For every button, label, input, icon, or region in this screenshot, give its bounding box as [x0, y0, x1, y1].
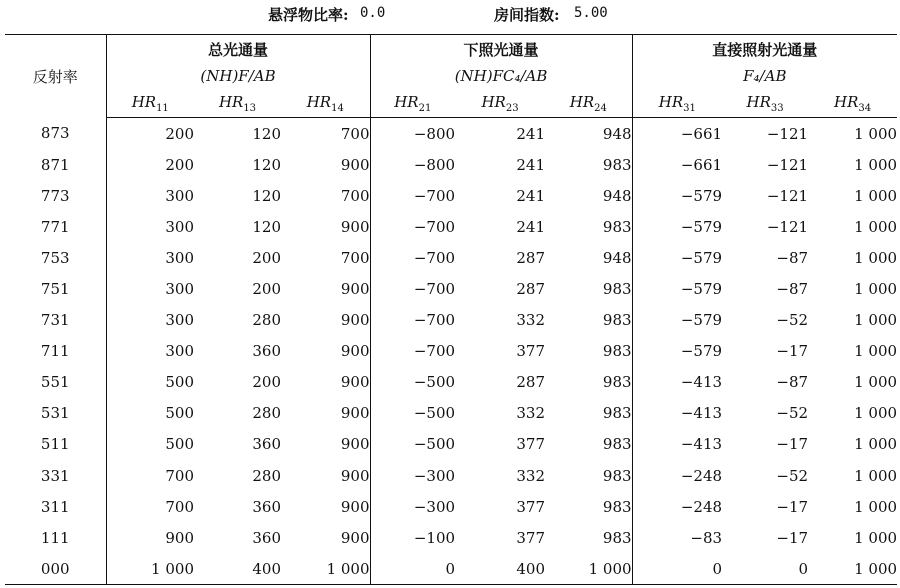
reflectance-cell: 511	[5, 429, 106, 460]
value-cell: −700	[413, 342, 456, 361]
value-cell: 287	[516, 280, 546, 299]
value-cell: 1 000	[854, 528, 898, 547]
value-cell: 300	[165, 342, 194, 361]
value-cell: 900	[281, 273, 370, 304]
column-header-subscript: 33	[770, 102, 784, 114]
value-cell: 900	[281, 522, 370, 553]
value-cell: 300	[165, 217, 194, 236]
value-cell: −500	[413, 373, 456, 392]
value-cell: −700	[413, 186, 456, 205]
value-cell: 1 000	[854, 404, 898, 423]
table-row	[5, 118, 897, 150]
value-cell: 500	[165, 435, 194, 454]
value-cell: −500	[413, 404, 456, 423]
table-row	[5, 367, 897, 398]
value-cell: 948	[545, 242, 632, 273]
value-cell: 900	[281, 429, 370, 460]
value-cell: −100	[413, 528, 456, 547]
value-cell: −300	[413, 497, 456, 516]
value-cell: 983	[545, 273, 632, 304]
table-row	[5, 553, 897, 585]
group-title-direct-flux: 直接照射光通量	[632, 35, 897, 64]
value-cell: 280	[252, 311, 281, 330]
room-index-value: 5.00	[574, 5, 608, 21]
value-cell: 120	[252, 217, 281, 236]
value-cell: 360	[252, 528, 281, 547]
table-row	[5, 242, 897, 273]
value-cell: −800	[413, 124, 456, 143]
column-header-subscript: 23	[505, 102, 519, 114]
reflectance-cell: 111	[5, 522, 106, 553]
value-cell: 377	[516, 435, 546, 454]
value-cell: 200	[252, 280, 281, 299]
value-cell: 983	[545, 460, 632, 491]
value-cell: −121	[766, 186, 809, 205]
table-row	[5, 211, 897, 242]
column-header-base: HR	[746, 92, 771, 111]
value-cell: 360	[252, 435, 281, 454]
column-header-subscript: 13	[243, 102, 257, 114]
value-cell: −87	[776, 373, 809, 392]
value-cell: 1 000	[854, 435, 898, 454]
value-cell: 1 000	[854, 342, 898, 361]
value-cell: 900	[281, 336, 370, 367]
value-cell: 500	[165, 404, 194, 423]
value-cell: 0	[370, 553, 455, 585]
value-cell: −121	[766, 124, 809, 143]
value-cell: −87	[776, 248, 809, 267]
value-cell: 200	[165, 124, 194, 143]
table-row	[5, 273, 897, 304]
value-cell: −121	[766, 155, 809, 174]
value-cell: −700	[413, 311, 456, 330]
column-header	[106, 89, 194, 118]
value-cell: −17	[776, 342, 809, 361]
value-cell: 948	[545, 180, 632, 211]
column-header-subscript: 31	[683, 102, 696, 114]
table-row	[5, 336, 897, 367]
value-cell: 120	[252, 124, 281, 143]
value-cell: 280	[252, 466, 281, 485]
reflectance-cell: 771	[5, 211, 106, 242]
value-cell: −17	[776, 528, 809, 547]
column-header-subscript: 14	[331, 102, 344, 114]
column-header	[455, 89, 545, 118]
suspended-ratio-value: 0.0	[360, 5, 386, 21]
value-cell: 1 000	[854, 248, 898, 267]
value-cell: −661	[680, 155, 723, 174]
table-row	[5, 305, 897, 336]
suspended-ratio-label: 悬浮物比率:	[268, 6, 349, 24]
value-cell: 1 000	[854, 280, 898, 299]
value-cell: 900	[281, 460, 370, 491]
column-header-base: HR	[306, 92, 332, 111]
column-header	[808, 89, 897, 118]
value-cell: −579	[680, 311, 723, 330]
value-cell: −700	[413, 217, 456, 236]
value-cell: 1 000	[545, 553, 632, 585]
value-cell: 1 000	[854, 217, 898, 236]
column-header	[194, 89, 281, 118]
group-formula-downward-flux: (NH)FC₄/AB	[370, 63, 632, 89]
value-cell: 0	[632, 553, 722, 585]
value-cell: 900	[281, 149, 370, 180]
column-header-subscript: 21	[418, 102, 432, 114]
group-formula-direct-flux: F₄/AB	[743, 67, 787, 85]
column-header	[281, 89, 370, 118]
table-row	[5, 429, 897, 460]
table-row	[5, 398, 897, 429]
value-cell: −248	[680, 466, 723, 485]
data-table	[5, 34, 897, 585]
value-cell: −17	[776, 435, 809, 454]
value-cell: 1 000	[281, 553, 370, 585]
value-cell: 377	[516, 497, 546, 516]
table-row	[5, 522, 897, 553]
value-cell: 200	[252, 248, 281, 267]
value-cell: −500	[413, 435, 456, 454]
value-cell: 287	[516, 248, 546, 267]
value-cell: −300	[413, 466, 456, 485]
value-cell: 700	[281, 242, 370, 273]
value-cell: 900	[281, 367, 370, 398]
value-cell: 1 000	[854, 497, 898, 516]
value-cell: −579	[680, 186, 723, 205]
group-title-downward-flux: 下照光通量	[370, 35, 632, 64]
value-cell: −87	[776, 280, 809, 299]
reflectance-cell: 331	[5, 460, 106, 491]
value-cell: 1 000	[854, 311, 898, 330]
value-cell: 900	[165, 528, 194, 547]
value-cell: 1 000	[106, 553, 194, 585]
value-cell: 983	[545, 305, 632, 336]
column-header	[370, 89, 455, 118]
value-cell: 300	[165, 311, 194, 330]
value-cell: 400	[194, 553, 281, 585]
value-cell: 983	[545, 522, 632, 553]
value-cell: −700	[413, 248, 456, 267]
value-cell: 1 000	[854, 466, 898, 485]
value-cell: 377	[516, 528, 546, 547]
value-cell: 200	[252, 373, 281, 392]
reflectance-cell: 873	[5, 118, 106, 150]
value-cell: 200	[165, 155, 194, 174]
reflectance-cell: 753	[5, 242, 106, 273]
value-cell: 377	[516, 342, 546, 361]
value-cell: 0	[722, 553, 808, 585]
table-row	[5, 149, 897, 180]
value-cell: −700	[413, 280, 456, 299]
value-cell: 983	[545, 491, 632, 522]
room-index-label: 房间指数:	[494, 6, 560, 24]
value-cell: −579	[680, 248, 723, 267]
reflectance-header: 反射率	[5, 35, 106, 118]
reflectance-cell: 711	[5, 336, 106, 367]
column-header-base: HR	[658, 92, 684, 111]
value-cell: 900	[281, 491, 370, 522]
value-cell: 983	[545, 336, 632, 367]
value-cell: −248	[680, 497, 723, 516]
column-header	[722, 89, 808, 118]
column-header-base: HR	[569, 92, 595, 111]
table-row	[5, 180, 897, 211]
value-cell: 500	[165, 373, 194, 392]
value-cell: 983	[545, 429, 632, 460]
value-cell: 983	[545, 367, 632, 398]
reflectance-cell: 751	[5, 273, 106, 304]
table-row	[5, 491, 897, 522]
reflectance-cell: 773	[5, 180, 106, 211]
value-cell: 120	[252, 155, 281, 174]
value-cell: −579	[680, 217, 723, 236]
value-cell: 280	[252, 404, 281, 423]
reflectance-cell: 731	[5, 305, 106, 336]
value-cell: −52	[776, 311, 809, 330]
value-cell: 983	[545, 211, 632, 242]
value-cell: 360	[252, 342, 281, 361]
group-title-total-flux: 总光通量	[106, 35, 370, 64]
value-cell: 360	[252, 497, 281, 516]
value-cell: 300	[165, 186, 194, 205]
value-cell: −800	[413, 155, 456, 174]
value-cell: 332	[516, 311, 546, 330]
value-cell: 241	[516, 186, 546, 205]
column-header-subscript: 24	[594, 102, 607, 114]
value-cell: 400	[455, 553, 545, 585]
value-cell: 700	[165, 466, 194, 485]
value-cell: −83	[690, 528, 723, 547]
value-cell: 241	[516, 155, 546, 174]
column-header-base: HR	[131, 92, 157, 111]
reflectance-cell: 551	[5, 367, 106, 398]
reflectance-cell: 871	[5, 149, 106, 180]
value-cell: 1 000	[854, 124, 898, 143]
value-cell: −579	[680, 342, 723, 361]
value-cell: 300	[165, 280, 194, 299]
value-cell: −17	[776, 497, 809, 516]
value-cell: −413	[680, 435, 723, 454]
table-caption	[0, 4, 900, 26]
value-cell: 241	[516, 124, 546, 143]
column-header-base: HR	[834, 92, 859, 111]
value-cell: 1 000	[808, 553, 897, 585]
value-cell: 1 000	[854, 373, 898, 392]
value-cell: 700	[165, 497, 194, 516]
value-cell: 700	[281, 180, 370, 211]
reflectance-cell: 311	[5, 491, 106, 522]
value-cell: −121	[766, 217, 809, 236]
value-cell: 332	[516, 466, 546, 485]
column-header	[545, 89, 632, 118]
reflectance-cell: 000	[5, 553, 106, 585]
value-cell: 287	[516, 373, 546, 392]
column-header	[632, 89, 722, 118]
value-cell: 241	[516, 217, 546, 236]
value-cell: −413	[680, 373, 723, 392]
group-formula-total-flux: (NH)F/AB	[106, 63, 370, 89]
value-cell: 120	[252, 186, 281, 205]
value-cell: −413	[680, 404, 723, 423]
value-cell: 900	[281, 211, 370, 242]
value-cell: 300	[165, 248, 194, 267]
column-header-subscript: 11	[156, 102, 169, 114]
value-cell: 1 000	[854, 186, 898, 205]
value-cell: 983	[545, 398, 632, 429]
value-cell: 700	[281, 118, 370, 150]
table-row	[5, 460, 897, 491]
value-cell: 1 000	[854, 155, 898, 174]
column-header-subscript: 34	[858, 102, 872, 114]
column-header-base: HR	[394, 92, 419, 111]
value-cell: −52	[776, 404, 809, 423]
value-cell: 900	[281, 398, 370, 429]
value-cell: −579	[680, 280, 723, 299]
value-cell: −661	[680, 124, 723, 143]
value-cell: 948	[545, 118, 632, 150]
value-cell: 332	[516, 404, 546, 423]
column-header-base: HR	[481, 92, 506, 111]
column-header-base: HR	[218, 92, 244, 111]
reflectance-cell: 531	[5, 398, 106, 429]
value-cell: −52	[776, 466, 809, 485]
value-cell: 983	[545, 149, 632, 180]
value-cell: 900	[281, 305, 370, 336]
